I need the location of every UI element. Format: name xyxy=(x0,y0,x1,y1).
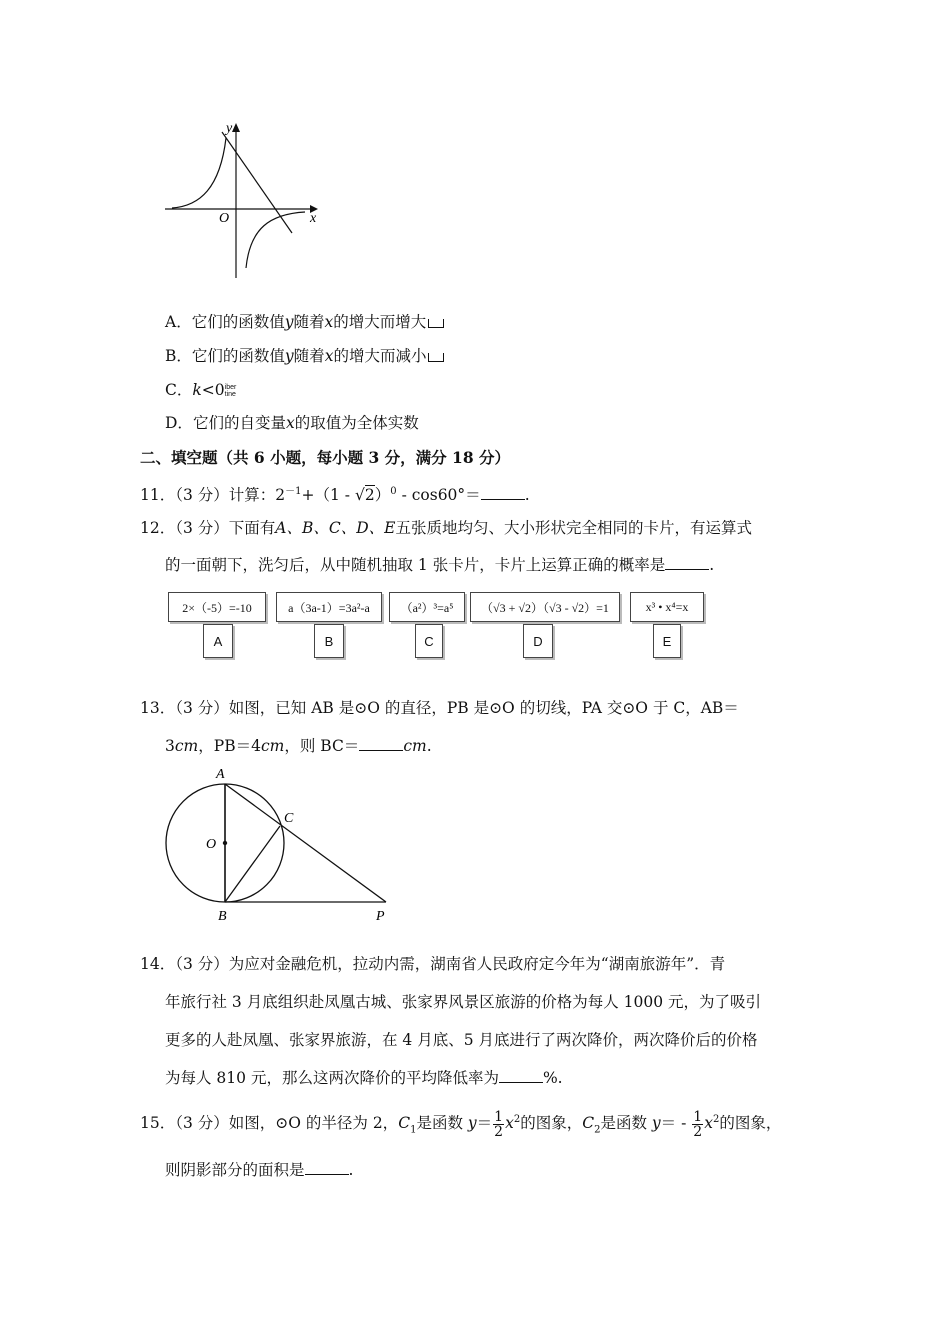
hyperbola-branch-lower xyxy=(246,212,305,268)
card-c-label: C xyxy=(415,624,443,658)
y-axis-arrow xyxy=(232,123,240,132)
question-14-line4: 为每人 810 元，那么这两次降价的平均降低率为 %. xyxy=(165,1069,563,1087)
x-axis-label: x xyxy=(310,211,317,226)
question-11: 11．（3 分）计算：$2^{-1}+(1 - √2)^0 - \cos 60^\circ=$ . xyxy=(140,486,530,505)
label-b: B xyxy=(218,909,227,924)
card-a-expression: 2×（-5）=-10 xyxy=(168,592,266,622)
card-a-label: A xyxy=(203,624,233,658)
label-a: A xyxy=(216,767,225,782)
label-o: O xyxy=(206,837,217,852)
fraction-half: $\frac{1}{2}$ xyxy=(693,1108,703,1140)
question-12-line2: 的一面朝下，洗匀后，从中随机抽取 1 张卡片，卡片上运算正确的概率是 . xyxy=(165,556,715,574)
sqrt-symbol: √ xyxy=(354,486,365,505)
answer-blank[interactable] xyxy=(305,1160,349,1175)
question-14-line1: 14．（3 分）为应对金融危机，拉动内需，湖南省人民政府定今年为“湖南旅游年”．青 xyxy=(140,955,726,973)
option-a: A．它们的函数值y随着x的增大而增大 xyxy=(165,312,444,332)
question-15-line2: 则阴影部分的面积是 . xyxy=(165,1161,354,1179)
card-c-expression: （a²）³=a⁵ xyxy=(389,592,465,622)
circle-tangent-figure xyxy=(160,760,400,930)
linear-function-line xyxy=(222,132,292,233)
answer-blank[interactable] xyxy=(359,736,403,751)
small-tag: iber tine xyxy=(224,384,237,398)
chord-bc xyxy=(225,826,280,902)
fraction-half: $\frac{1}{2}$ xyxy=(494,1108,504,1140)
bracket-mark xyxy=(428,319,444,328)
card-b-label: B xyxy=(314,624,344,658)
hyperbola-branch-upper xyxy=(172,138,226,208)
origin-label: O xyxy=(219,211,230,226)
answer-blank[interactable] xyxy=(499,1068,543,1083)
card-e-label: E xyxy=(653,624,681,658)
question-15-line1: 15．（3 分）如图，⊙O 的半径为 2，$C_1$是函数 y＝ $\frac{1}{2}$ $x^2$的图象，$C_2$是函数 y＝ - $\frac{1}{2}$ $x^2$的图象， xyxy=(140,1108,782,1140)
secant-pa xyxy=(225,784,386,902)
label-p: P xyxy=(376,909,385,924)
bracket-mark xyxy=(428,353,444,362)
option-b: B．它们的函数值y随着x的增大而减小 xyxy=(165,346,444,366)
question-14-line2: 年旅行社 3 月底组织赴凤凰古城、张家界风景区旅游的价格为每人 1000 元，为了吸引 xyxy=(165,993,762,1011)
card-d-expression: （√3 + √2）（√3 - √2）=1 xyxy=(470,592,620,622)
label-c: C xyxy=(284,811,294,826)
card-b-expression: a（3a-1）=3a²-a xyxy=(276,592,382,622)
answer-blank[interactable] xyxy=(665,555,709,570)
question-13-line2: 3cm，PB＝4cm，则 BC＝ cm. xyxy=(165,737,432,755)
y-axis-label: y xyxy=(226,121,233,136)
question-12-line1: 12．（3 分）下面有A、B、C、D、E五张质地均匀、大小形状完全相同的卡片，有运算式 xyxy=(140,519,752,537)
option-d: D．它们的自变量x的取值为全体实数 xyxy=(165,414,419,432)
section-title: 二、填空题（共 6 小题，每小题 3 分，满分 18 分） xyxy=(140,448,511,467)
question-14-line3: 更多的人赴凤凰、张家界旅游，在 4 月底、5 月底进行了两次降价，两次降价后的价格 xyxy=(165,1031,758,1049)
center-point xyxy=(223,841,227,845)
card-d-label: D xyxy=(523,624,553,658)
function-graph-figure xyxy=(160,118,330,283)
card-e-expression: x³ • x⁴=x xyxy=(630,592,704,622)
answer-blank[interactable] xyxy=(481,485,525,500)
option-c: C．k<0 iber tine xyxy=(165,381,237,399)
question-13-line1: 13．（3 分）如图，已知 AB 是⊙O 的直径，PB 是⊙O 的切线，PA 交⊙O 于 C，AB＝ xyxy=(140,699,739,717)
